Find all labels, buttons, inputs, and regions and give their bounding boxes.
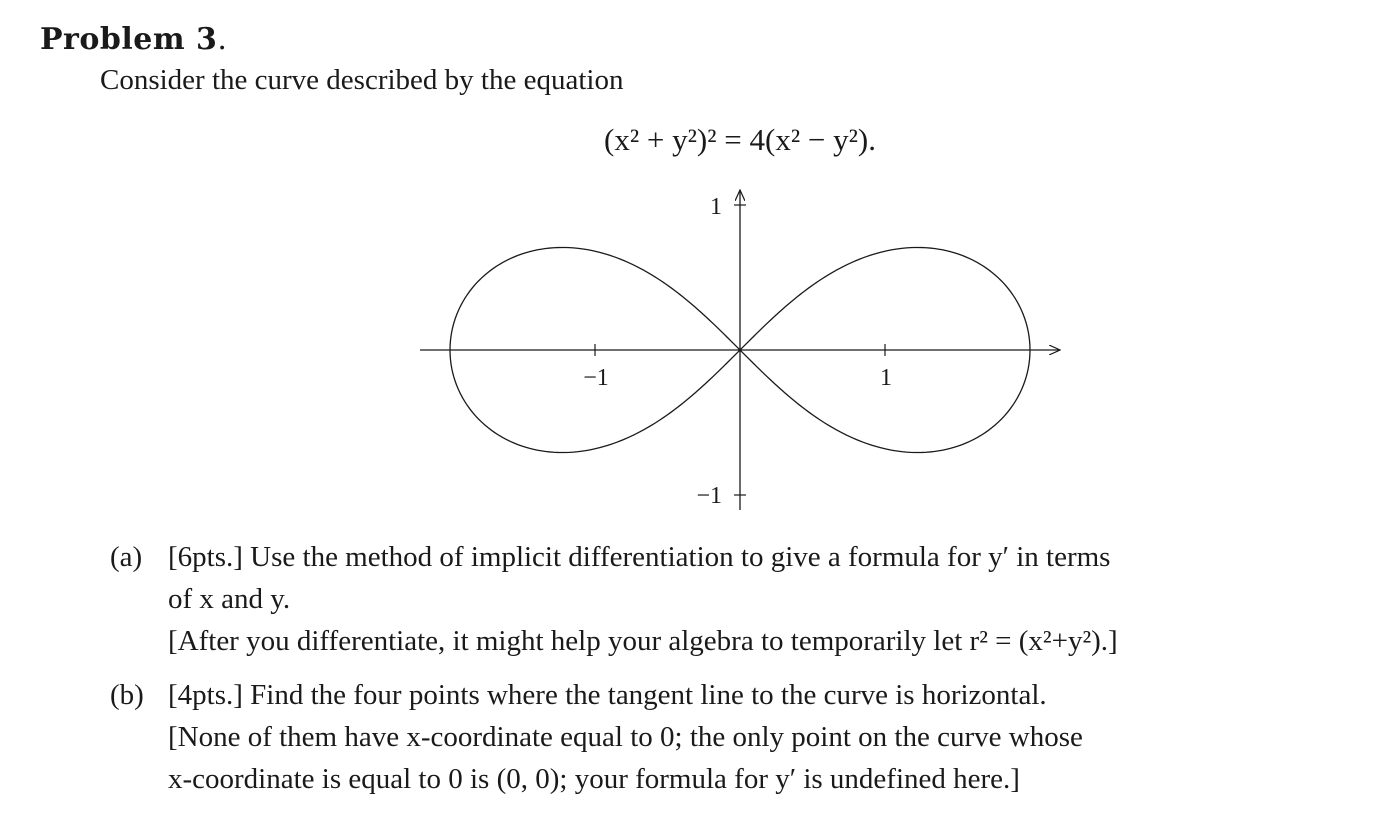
- part-b-line-2: [None of them have x-coordinate equal to 0; the only point on the curve whose: [168, 721, 1083, 753]
- x-tick-pos-label: 1: [880, 365, 892, 391]
- problem-intro: Consider the curve described by the equation: [100, 64, 624, 96]
- part-a-body: [168, 536, 1388, 662]
- x-tick-neg-label: −1: [583, 365, 609, 391]
- part-a-label: (a): [110, 541, 143, 573]
- y-tick-pos-label: 1: [710, 194, 722, 220]
- part-a-line-1: [6pts.] Use the method of implicit differentiation to give a formula for y′ in terms: [168, 541, 1111, 573]
- part-b-label: (b): [110, 679, 144, 711]
- part-b-body: [168, 674, 1388, 800]
- y-tick-neg-label: −1: [696, 483, 722, 509]
- part-b-line-3: x-coordinate is equal to 0 is (0, 0); your formula for y′ is undefined here.]: [168, 763, 1020, 795]
- part-a-line-2: of x and y.: [168, 583, 291, 615]
- curve-equation-text: (x² + y²)² = 4(x² − y²).: [604, 122, 876, 157]
- problem-title-punct: .: [217, 22, 228, 57]
- problem-title-text: Problem 3: [40, 22, 218, 57]
- part-a-line-3: [After you differentiate, it might help your algebra to temporarily let r² = (x²+y²).]: [168, 625, 1118, 657]
- part-b-line-1: [4pts.] Find the four points where the tangent line to the curve is horizontal.: [168, 679, 1047, 711]
